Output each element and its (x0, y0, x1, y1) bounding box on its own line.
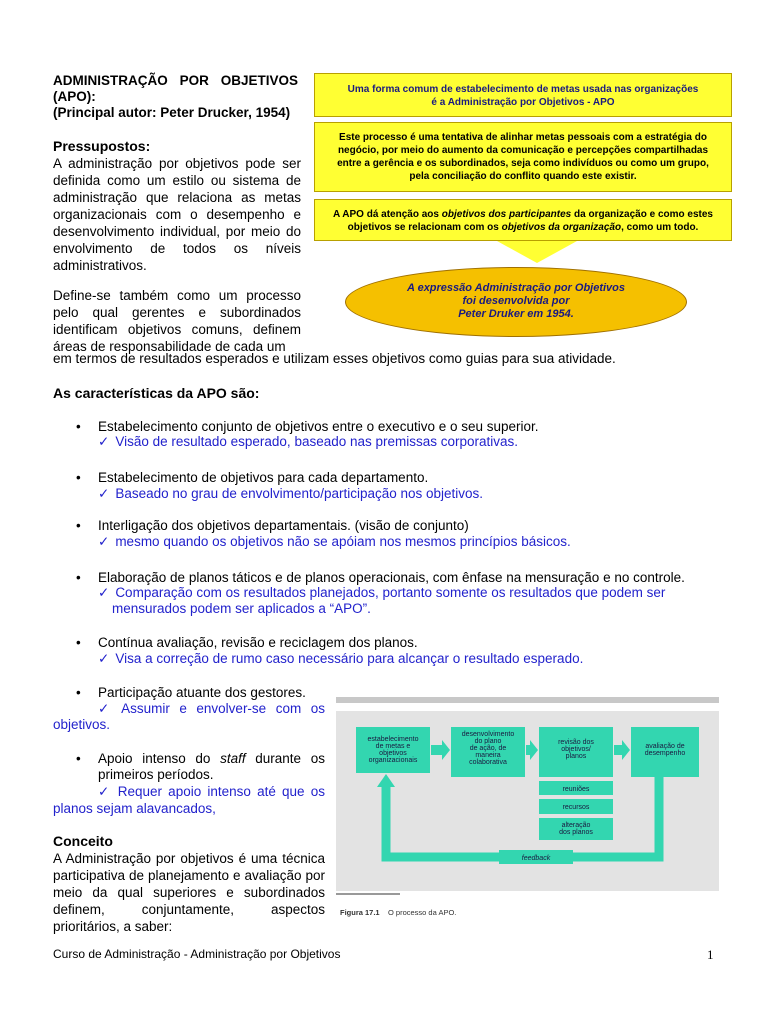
title-line-2: (APO): (53, 89, 96, 104)
callout-3-line-1 (315, 208, 731, 221)
list-item-sub-text: Assumir e envolver-se com os (121, 701, 326, 716)
list-item-sub-text: Comparação com os resultados planejados, portanto somente os resultados que podem ser (115, 585, 666, 600)
title-line-3: (Principal autor: Peter Drucker, 1954) (53, 105, 291, 120)
bullet-icon: • (76, 685, 81, 700)
document-title (53, 73, 298, 121)
checkmark-icon: ✓ (98, 534, 110, 549)
box2-label-1: desenvolvimento (461, 731, 515, 738)
box3-label-3: planos (565, 753, 587, 760)
bullet-icon: • (76, 470, 81, 485)
callout-3-text-b: objetivos dos participantes (441, 209, 572, 220)
caption-rule (336, 893, 400, 895)
callout-3-text-d: objetivos se relacionam com os (347, 222, 502, 233)
list-item-sub (98, 651, 583, 667)
bullet-icon: • (76, 751, 81, 766)
page-number: 1 (707, 947, 714, 962)
title-line-1: ADMINISTRAÇÃO POR OBJETIVOS (53, 73, 298, 88)
callout-1-line-1: Uma forma comum de estabelecimento de metas usada nas organizações (347, 84, 699, 95)
down-arrow-shape (497, 241, 577, 263)
conceito-paragraph: A Administração por objetivos é uma técnica participativa de planejamento e avaliação por meio da qual superiores e subordinados definem, conjuntamente, aspectos prioritários, a saber: (53, 851, 325, 934)
list-item-sub (98, 434, 518, 450)
sub-alteracao-label-2: dos planos (559, 829, 593, 836)
callout-2-line-1: Este processo é uma tentativa de alinhar metas pessoais com a estratégia do (339, 132, 707, 143)
box2-label-2: do plano (474, 738, 502, 745)
callout-2-line-2: negócio, por meio do aumento da comunicação e percepções compartilhadas (337, 145, 709, 156)
list-item-text-a: Apoio intenso do (98, 751, 221, 766)
list-item-sub-text: Visa a correção de rumo caso necessário para alcançar o resultado esperado. (115, 651, 584, 666)
conceito-heading: Conceito (53, 833, 113, 849)
box1-label-3: objetivos (379, 750, 407, 757)
list-item-sub-continuation: objetivos. (53, 717, 111, 732)
box2-label-5: colaborativa (469, 759, 507, 766)
checkmark-icon: ✓ (98, 585, 110, 600)
bullet-icon: • (76, 518, 81, 533)
list-item-text-continuation: primeiros períodos. (98, 767, 214, 782)
apo-process-diagram (336, 697, 719, 928)
callout-3-text-a: A APO dá atenção aos (333, 209, 442, 220)
box3-label-2: objetivos/ (561, 746, 591, 753)
list-item-text: Estabelecimento conjunto de objetivos entre o executivo e o seu superior. (98, 419, 539, 434)
oval-line-2: foi desenvolvida por (462, 295, 570, 307)
list-item-sub-text: Baseado no grau de envolvimento/participação nos objetivos. (115, 486, 484, 501)
figure-caption-number: Figura 17.1 (340, 908, 380, 917)
oval-line-3: Peter Druker em 1954. (458, 308, 574, 320)
checkmark-icon: ✓ (98, 486, 110, 501)
box1-label-4: organizacionais (368, 757, 418, 764)
figure-caption-text: O processo da APO. (388, 908, 457, 917)
list-item-text-c: durante os (245, 751, 325, 766)
list-item-sub (98, 784, 325, 800)
callout-box-2 (314, 122, 732, 192)
pressupostos-paragraph-1: A administração por objetivos pode ser definida como um estilo ou sistema de administração que relaciona as metas organizacionais com o desempenho e desenvolvimento individual, por meio do envolvimento de todos os níveis administrativos. (53, 156, 301, 273)
box1-label-1: estabelecimento (367, 736, 419, 743)
callout-3-text-f: , como um todo. (621, 222, 699, 233)
list-item-text-b: staff (220, 751, 246, 766)
list-item-sub (98, 534, 571, 550)
sub-alteracao-label-1: alteração (561, 822, 591, 829)
list-item-text: Interligação dos objetivos departamentais. (visão de conjunto) (98, 518, 469, 533)
callout-3-text-e: objetivos da organização (501, 222, 622, 233)
checkmark-icon: ✓ (98, 784, 112, 799)
bullet-icon: • (76, 570, 81, 585)
list-item-text: Participação atuante dos gestores. (98, 685, 306, 700)
figure-top-bar (336, 697, 719, 703)
box3-label-1: revisão dos (558, 739, 594, 746)
list-item-sub (98, 486, 483, 502)
box2-label-3: de ação, de (469, 745, 507, 752)
pressupostos-paragraph-2: Define-se também como um processo pelo qual gerentes e subordinados identificam objetivos comuns, definem áreas de responsabilidade de cada um (53, 288, 301, 354)
figure-apo-process (336, 697, 719, 928)
pressupostos-heading: Pressupostos: (53, 138, 151, 154)
box2-label-4: maneira (475, 752, 501, 759)
pressupostos-paragraph-2-continuation: em termos de resultados esperados e utilizam esses objetivos como guias para sua atividade. (53, 351, 616, 366)
box4-label-1: avaliação de (645, 743, 685, 750)
oval-line-1: A expressão Administração por Objetivos (406, 282, 626, 294)
callout-box-1 (314, 73, 732, 117)
list-item-text: Contínua avaliação, revisão e reciclagem dos planos. (98, 635, 418, 650)
list-item-sub-continuation: planos sejam alavancados, (53, 801, 216, 816)
callout-2-line-4: pela conciliação do conflito quando este existir. (409, 171, 637, 182)
list-item-sub (98, 701, 325, 717)
callout-3-line-2 (315, 221, 731, 234)
list-item-sub-continuation: mensurados podem ser aplicados a “APO”. (112, 601, 371, 616)
checkmark-icon: ✓ (98, 651, 110, 666)
callout-2-line-3: entre a gerência e os subordinados, seja como indivíduos ou como um grupo, (337, 158, 709, 169)
callout-oval (345, 267, 687, 337)
list-item-sub-text: Requer apoio intenso até que os (117, 784, 325, 799)
bullet-icon: • (76, 419, 81, 434)
box1-label-2: de metas e (375, 743, 411, 750)
box4-label-2: desempenho (644, 750, 686, 757)
bullet-icon: • (76, 635, 81, 650)
sub-reunioes-label: reuniões (562, 786, 590, 793)
checkmark-icon: ✓ (98, 701, 116, 716)
feedback-label: feedback (521, 855, 551, 862)
callout-3-text-c: da organização e como estes (571, 209, 713, 220)
list-item-text: Estabelecimento de objetivos para cada departamento. (98, 470, 429, 485)
list-item-text: Elaboração de planos táticos e de planos operacionais, com ênfase na mensuração e no controle. (98, 570, 685, 585)
checkmark-icon: ✓ (98, 434, 110, 449)
footer-text: Curso de Administração - Administração por Objetivos (53, 947, 341, 961)
callout-box-3 (314, 199, 732, 241)
list-item-sub (98, 585, 665, 601)
callout-1-line-2: é a Administração por Objetivos - APO (431, 97, 615, 108)
list-item-text (98, 751, 325, 767)
sub-recursos-label: recursos (562, 804, 590, 811)
list-item-sub-text: mesmo quando os objetivos não se apóiam nos mesmos princípios básicos. (115, 534, 571, 549)
list-item-sub-text: Visão de resultado esperado, baseado nas premissas corporativas. (115, 434, 519, 449)
caracteristicas-heading: As características da APO são: (53, 385, 260, 401)
